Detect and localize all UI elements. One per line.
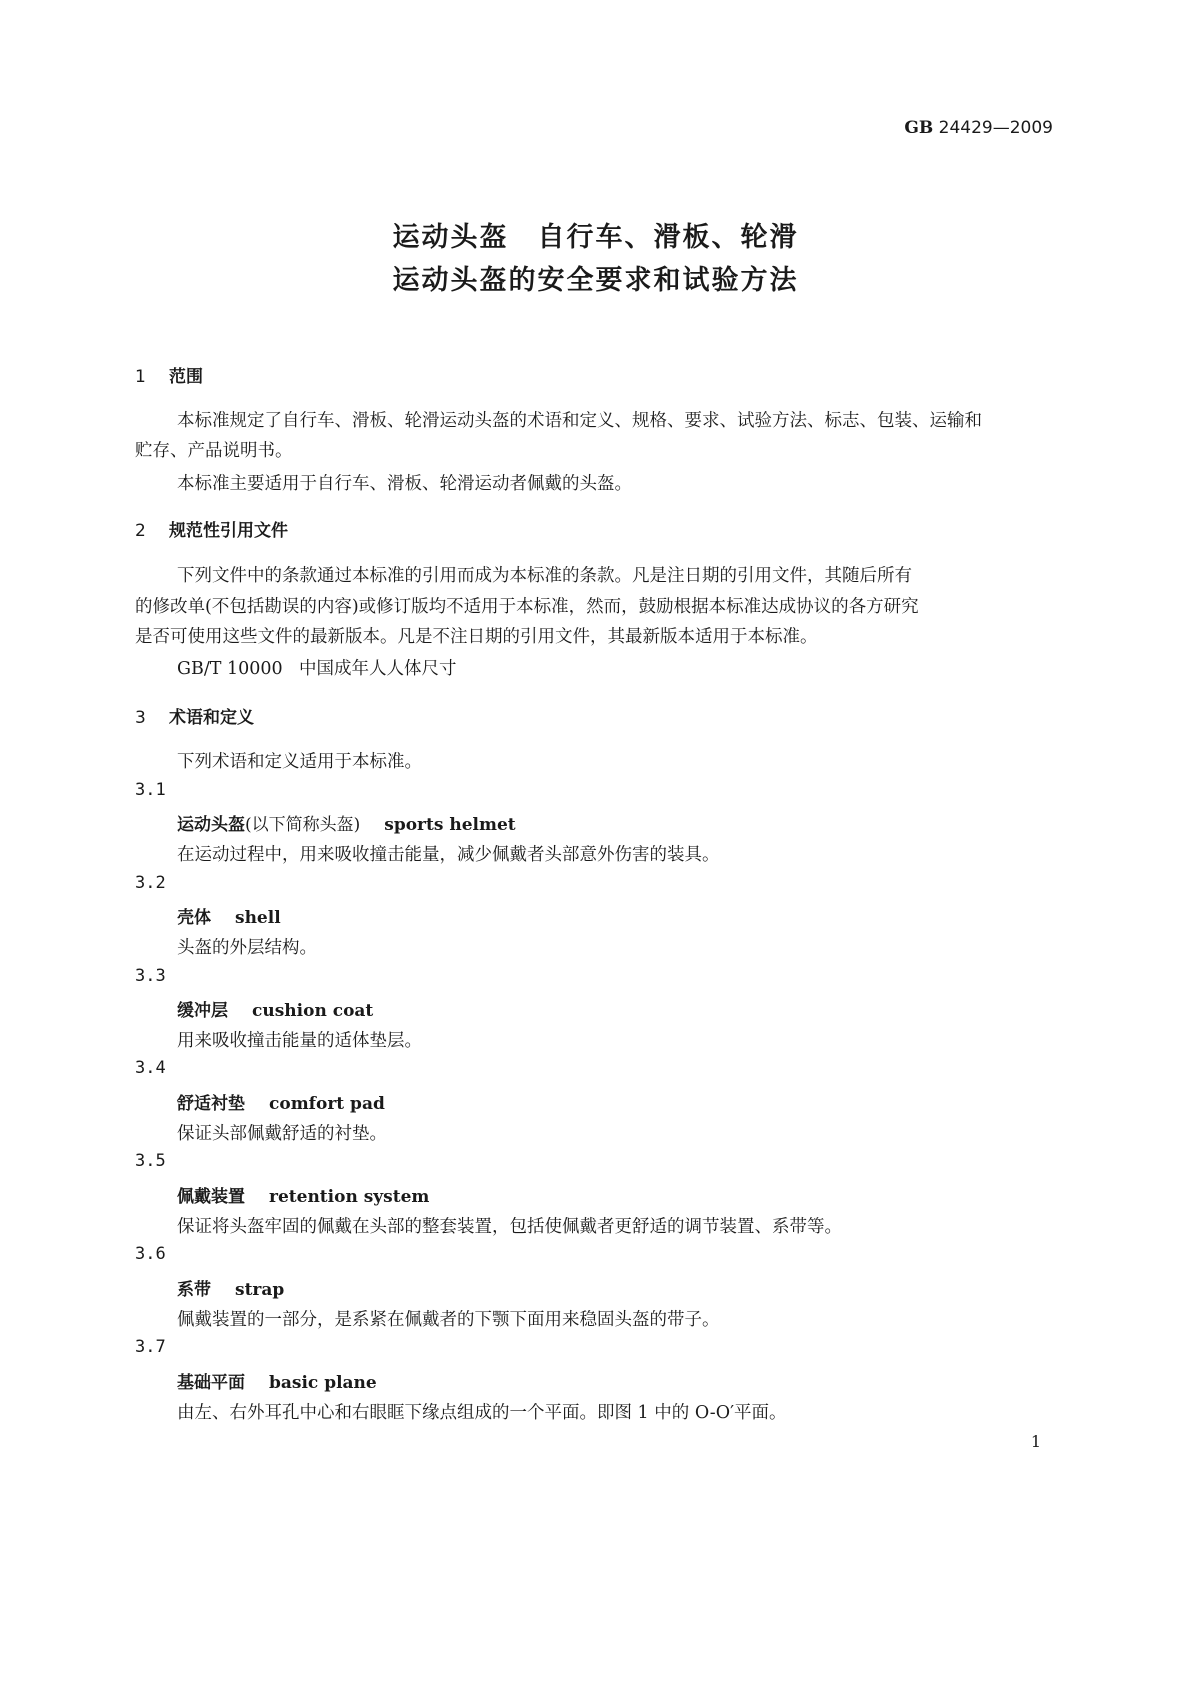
standard-prefix: GB [904,118,934,138]
term-heading [177,1275,284,1300]
section-1-paragraph-2: 本标准主要适用于自行车、滑板、轮滑运动者佩戴的头盔。 [177,474,632,494]
term-number: 3.7 [135,1337,166,1357]
document-title-line2: 运动头盔的安全要求和试验方法 [392,265,799,296]
term-number: 3.6 [135,1244,166,1264]
standard-number: 24429—2009 [938,118,1053,138]
term-note: (以下简称头盔) [245,815,361,835]
term-en: retention system [269,1187,430,1207]
term-zh: 缓冲层 [177,1001,228,1021]
reference-code: GB/T 10000 [177,659,283,679]
term-zh: 舒适衬垫 [177,1094,245,1114]
term-en: shell [235,908,281,928]
section-2-paragraph-1-cont: 的修改单(不包括勘误的内容)或修订版均不适用于本标准，然而，鼓励根据本标准达成协议的各方研究 [135,597,919,617]
page-number: 1 [1030,1432,1041,1451]
term-heading [177,903,281,928]
section-title: 规范性引用文件 [169,521,288,541]
section-2-heading [135,516,288,541]
section-1-paragraph-1-cont: 贮存、产品说明书。 [135,441,293,461]
term-number: 3.2 [135,873,166,893]
section-number: 3 [135,708,146,728]
term-zh: 佩戴装置 [177,1187,245,1207]
term-zh: 基础平面 [177,1373,245,1393]
section-3-heading [135,703,254,728]
term-definition: 佩戴装置的一部分，是系紧在佩戴者的下颚下面用来稳固头盔的带子。 [177,1310,720,1330]
term-zh: 运动头盔 [177,815,245,835]
section-3-intro: 下列术语和定义适用于本标准。 [177,752,422,772]
term-zh: 壳体 [177,908,211,928]
section-number: 2 [135,521,146,541]
term-en: comfort pad [269,1094,385,1114]
section-title: 范围 [169,367,203,387]
section-2-paragraph-1-cont: 是否可使用这些文件的最新版本。凡是不注日期的引用文件，其最新版本适用于本标准。 [135,627,818,647]
term-definition: 由左、右外耳孔中心和右眼眶下缘点组成的一个平面。即图 1 中的 O-O′平面。 [177,1403,787,1423]
term-number: 3.3 [135,966,166,986]
term-en: sports helmet [384,815,516,835]
term-heading [177,810,516,835]
term-heading [177,996,373,1021]
section-2-paragraph-1: 下列文件中的条款通过本标准的引用而成为本标准的条款。凡是注日期的引用文件，其随后所有 [177,566,912,586]
term-en: strap [235,1280,285,1300]
term-heading [177,1182,429,1207]
term-en: cushion coat [252,1001,374,1021]
term-heading [177,1089,385,1114]
term-definition: 头盔的外层结构。 [177,938,317,958]
term-heading [177,1368,377,1393]
section-1-heading [135,362,203,387]
section-title: 术语和定义 [169,708,254,728]
section-1-paragraph-1: 本标准规定了自行车、滑板、轮滑运动头盔的术语和定义、规格、要求、试验方法、标志、包装、运输和 [177,411,982,431]
term-definition: 保证将头盔牢固的佩戴在头部的整套装置，包括使佩戴者更舒适的调节装置、系带等。 [177,1217,842,1237]
standard-code [904,118,1053,138]
term-definition: 保证头部佩戴舒适的衬垫。 [177,1124,387,1144]
section-number: 1 [135,367,146,387]
normative-reference [177,655,457,680]
term-en: basic plane [269,1373,377,1393]
term-number: 3.5 [135,1151,166,1171]
reference-title: 中国成年人人体尺寸 [299,659,457,679]
term-definition: 用来吸收撞击能量的适体垫层。 [177,1031,422,1051]
term-zh: 系带 [177,1280,211,1300]
term-number: 3.1 [135,780,166,800]
document-title-line1: 运动头盔 自行车、滑板、轮滑 [392,222,799,253]
term-number: 3.4 [135,1058,166,1078]
term-definition: 在运动过程中，用来吸收撞击能量，减少佩戴者头部意外伤害的装具。 [177,845,720,865]
